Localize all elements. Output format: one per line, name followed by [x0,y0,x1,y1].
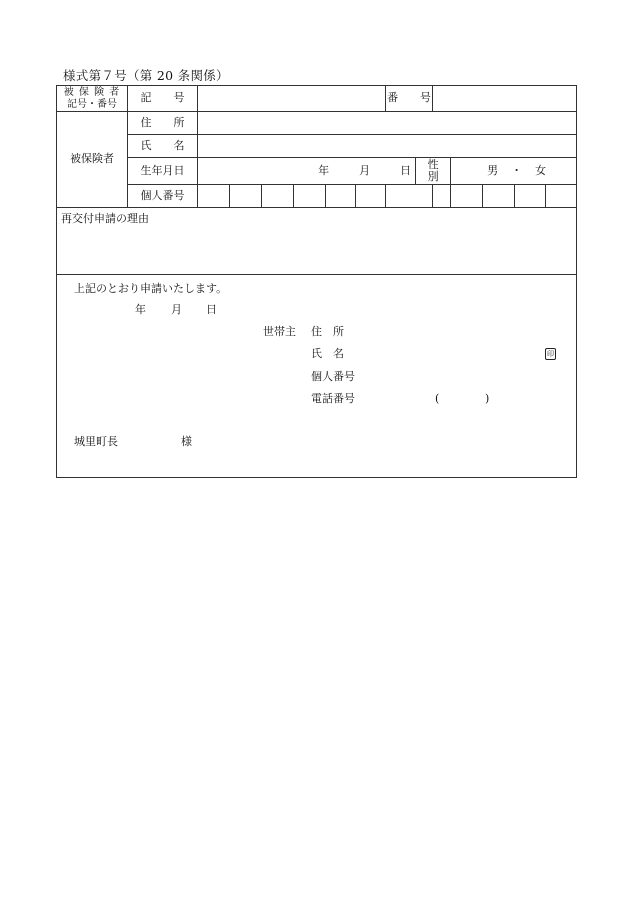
date-year-unit: 年 [135,303,146,316]
my-number-digit[interactable] [483,185,515,208]
my-number-digit[interactable] [230,185,262,208]
application-form-table [56,85,577,478]
phone-paren-close: ) [485,392,490,405]
name-label: 氏 名 [128,135,198,158]
my-number-digit[interactable] [546,185,577,208]
addressee-honorific: 様 [181,435,192,448]
sex-female[interactable]: 女 [535,163,547,177]
insured-id-header [57,86,128,112]
my-number-digit[interactable] [451,185,483,208]
my-number-digit[interactable] [262,185,294,208]
my-number-digit[interactable] [326,185,356,208]
insured-id-header-top: 被 保 険 者 [63,87,121,98]
my-number-label: 個人番号 [128,185,198,208]
address-input[interactable] [198,112,577,135]
kigo-input[interactable] [198,86,386,112]
birth-month-unit: 月 [359,163,371,177]
sex-label [416,158,451,185]
sex-male[interactable]: 男 [487,163,499,177]
sex-label-top: 性 [427,158,439,172]
reason-label: 再交付申請の理由 [61,212,149,225]
my-number-digit[interactable] [356,185,386,208]
declaration-statement: 上記のとおり申請いたします。 [74,282,228,295]
kigo-label: 記 号 [128,86,198,112]
phone-paren-open: ( [435,392,440,405]
addressee-label: 城里町長 [74,435,118,448]
householder-my-number-label: 個人番号 [311,370,355,383]
sex-label-bottom: 別 [427,170,439,183]
sex-separator: ・ [511,163,523,177]
date-day-unit: 日 [206,303,217,316]
householder-address-label: 住 所 [311,325,344,338]
bango-label: 番 号 [386,86,433,112]
insured-group-label: 被保険者 [57,112,128,208]
birth-year-unit: 年 [318,163,330,177]
declaration-section [57,275,577,478]
form-title: 様式第７号（第 20 条関係） [63,68,229,83]
date-month-unit: 月 [171,303,182,316]
sex-field[interactable] [451,158,577,185]
insured-id-header-bottom: 記号・番号 [67,98,117,110]
address-label: 住 所 [128,112,198,135]
phone-label: 電話番号 [311,392,355,405]
householder-label: 世帯主 [263,325,296,338]
insured-id-row [57,86,577,112]
name-input[interactable] [198,135,577,158]
my-number-digit[interactable] [198,185,230,208]
my-number-digit[interactable] [515,185,546,208]
my-number-digit[interactable] [294,185,326,208]
seal-mark: 印 [547,350,554,358]
birth-day-unit: 日 [400,163,412,177]
reason-field[interactable] [57,208,577,275]
birth-date-field[interactable] [198,158,416,185]
bango-input[interactable] [433,86,577,112]
birth-label: 生年月日 [128,158,198,185]
householder-name-label: 氏 名 [311,347,344,360]
my-number-digit[interactable] [433,185,451,208]
my-number-digit[interactable] [386,185,433,208]
